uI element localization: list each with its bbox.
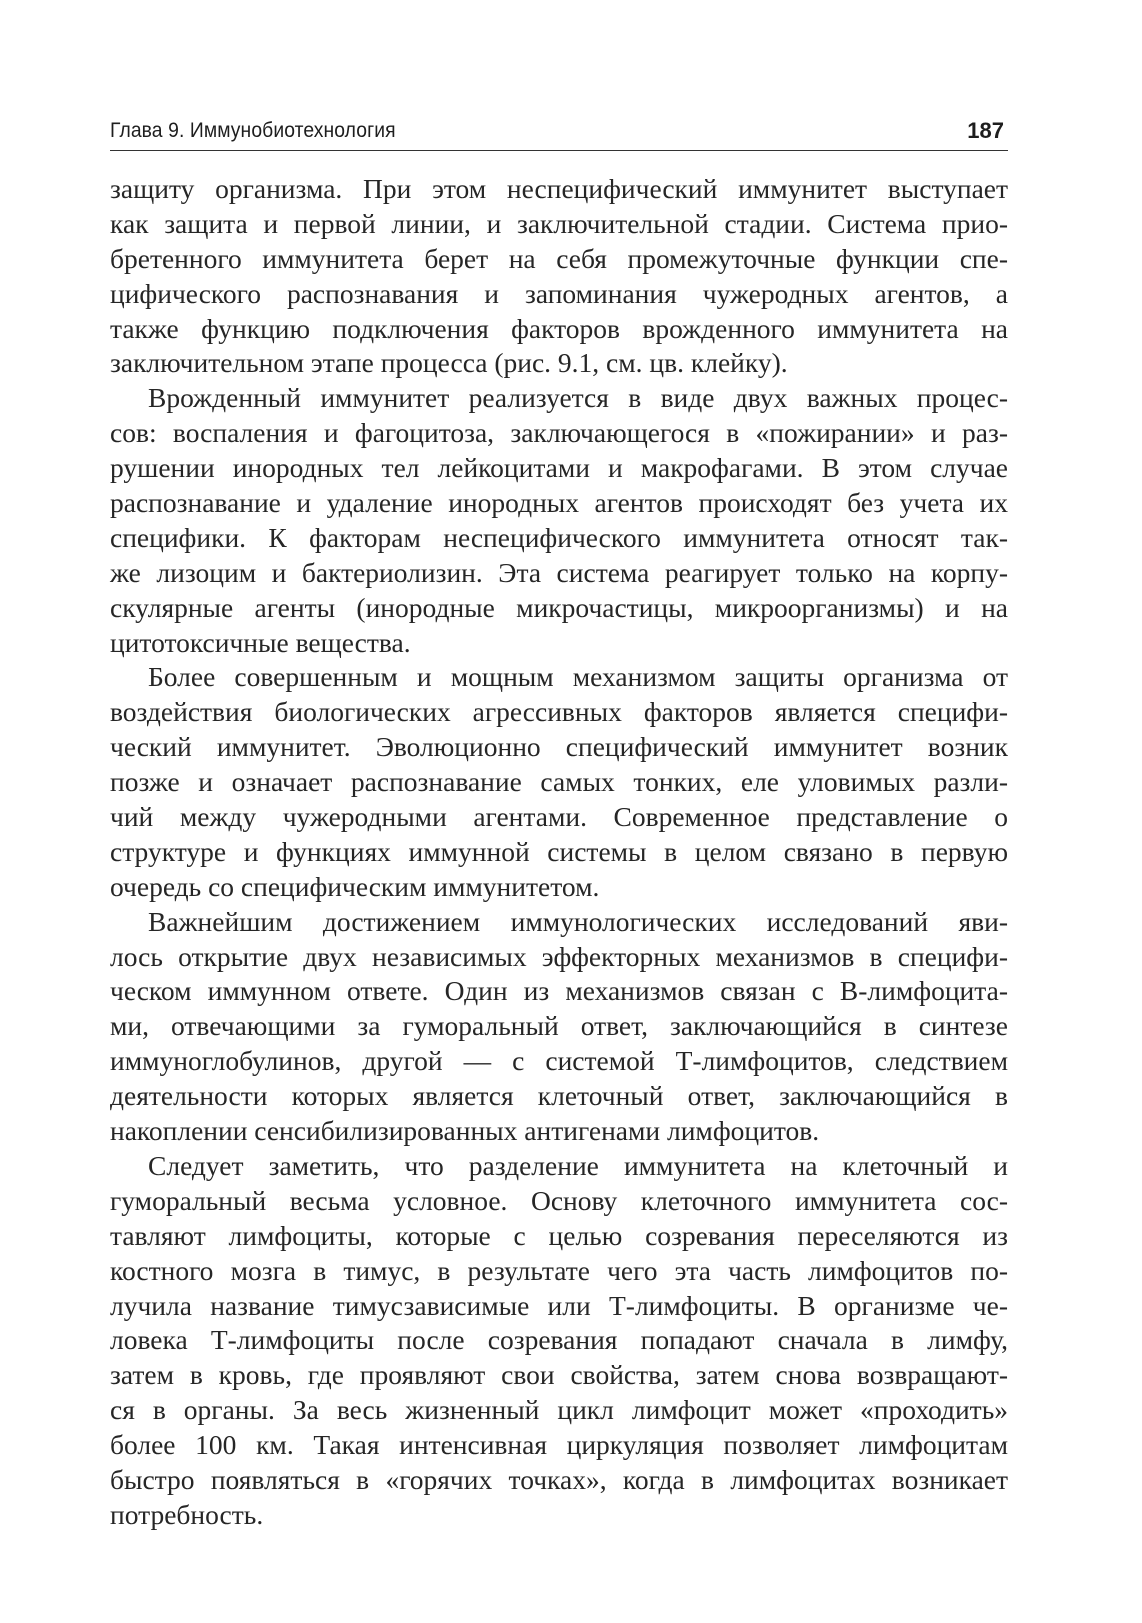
text-line: ческий иммунитет. Эволюционно специфический иммунитет возник: [110, 731, 1008, 763]
text-line: распознавание и удаление инородных агентов происходят без учета их: [110, 487, 1008, 519]
text-line: также функцию подключения факторов врожденного иммунитета на: [110, 312, 1008, 344]
text-line: лось открытие двух независимых эффекторных механизмов в специфи-: [110, 940, 1008, 972]
text-line: тавляют лимфоциты, которые с целью созревания переселяются из: [110, 1219, 1008, 1251]
text-line: позже и означает распознавание самых тонких, еле уловимых разли-: [110, 766, 1008, 798]
paragraph: [110, 660, 1008, 904]
text-line: цифического распознавания и запоминания чужеродных агентов, а: [110, 277, 1008, 309]
text-line: Важнейшим достижением иммунологических исследований яви-: [148, 905, 1008, 937]
text-line: очередь со специфическим иммунитетом.: [110, 870, 600, 902]
text-line: потребность.: [110, 1498, 264, 1530]
text-line: иммуноглобулинов, другой — с системой Т-лимфоцитов, следствием: [110, 1045, 1008, 1077]
text-line: лучила название тимусзависимые или Т-лимфоциты. В организме че-: [110, 1289, 1008, 1321]
text-line: затем в кровь, где проявляют свои свойства, затем снова возвращают-: [110, 1359, 1008, 1391]
text-line: как защита и первой линии, и заключительной стадии. Система прио-: [110, 207, 1008, 239]
text-line: костного мозга в тимус, в результате чего эта часть лимфоцитов по-: [110, 1254, 1008, 1286]
text-line: защиту организма. При этом неспецифический иммунитет выступает: [110, 173, 1008, 204]
text-line: заключительном этапе процесса (рис. 9.1, см. цв. клейку).: [110, 347, 788, 379]
text-line: воздействия биологических агрессивных факторов является специфи-: [110, 696, 1008, 728]
text-line: ми, отвечающими за гуморальный ответ, заключающийся в синтезе: [110, 1010, 1008, 1042]
running-header: [110, 114, 1008, 151]
text-line: рушении инородных тел лейкоцитами и макрофагами. В этом случае: [110, 452, 1008, 484]
text-line: Более совершенным и мощным механизмом защиты организма от: [148, 661, 1008, 693]
text-line: сов: воспаления и фагоцитоза, заключающегося в «пожирании» и раз-: [110, 417, 1008, 449]
text-line: быстро появляться в «горячих точках», когда в лимфоцитах возникает: [110, 1463, 1008, 1495]
text-line: ловека Т-лимфоциты после созревания попадают сначала в лимфу,: [110, 1324, 1008, 1356]
text-line: деятельности которых является клеточный ответ, заключающийся в: [110, 1080, 1008, 1112]
text-line: ческом иммунном ответе. Один из механизмов связан с В-лимфоцита-: [110, 975, 1008, 1007]
text-line: Врожденный иммунитет реализуется в виде двух важных процес-: [148, 382, 1008, 414]
text-line: бретенного иммунитета берет на себя промежуточные функции спе-: [110, 242, 1008, 274]
text-line: ся в органы. За весь жизненный цикл лимфоцит может «проходить»: [110, 1394, 1008, 1426]
body-text: [110, 172, 1008, 1533]
chapter-title: Глава 9. Иммунобиотехнология: [110, 119, 396, 142]
text-line: скулярные агенты (инородные микрочастицы, микроорганизмы) и на: [110, 591, 1008, 623]
paragraph: [110, 172, 1008, 381]
paragraph: [110, 1149, 1008, 1533]
text-line: гуморальный весьма условное. Основу клеточного иммунитета сос-: [110, 1184, 1008, 1216]
text-line: чий между чужеродными агентами. Современное представление о: [110, 801, 1008, 833]
page-number: 187: [967, 118, 1004, 143]
paragraph: [110, 381, 1008, 660]
text-line: Следует заметить, что разделение иммунитета на клеточный и: [148, 1149, 1008, 1181]
text-line: цитотоксичные вещества.: [110, 626, 411, 658]
paragraph: [110, 905, 1008, 1149]
text-line: специфики. К факторам неспецифического иммунитета относят так-: [110, 521, 1008, 553]
text-line: же лизоцим и бактериолизин. Эта система реагирует только на корпу-: [110, 556, 1008, 588]
text-line: структуре и функциях иммунной системы в целом связано в первую: [110, 835, 1008, 867]
text-line: накоплении сенсибилизированных антигенами лимфоцитов.: [110, 1115, 820, 1147]
text-line: более 100 км. Такая интенсивная циркуляция позволяет лимфоцитам: [110, 1429, 1008, 1461]
